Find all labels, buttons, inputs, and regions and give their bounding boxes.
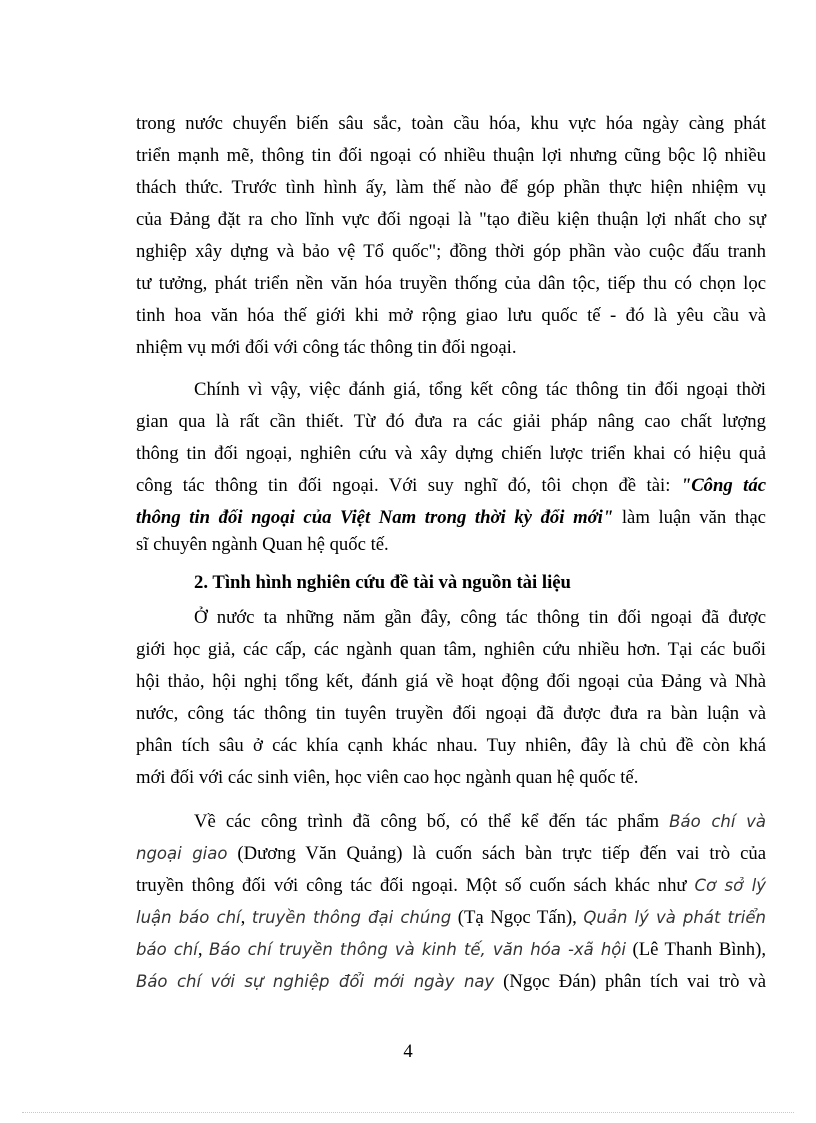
text-line: tư tưởng, phát triển nền văn hóa truyền thống của dân tộc, tiếp thu có chọn lọc	[136, 273, 766, 294]
text-span: (Ngọc Đán) phân tích vai trò và	[494, 971, 766, 992]
text-line: nhiệm vụ mới đối với công tác thông tin đối ngoại.	[136, 337, 517, 358]
text-line: nước, công tác thông tin tuyên truyền đối ngoại đã được đưa ra bàn luận và	[136, 703, 766, 724]
text-line: Ở nước ta những năm gần đây, công tác thông tin đối ngoại đã được	[194, 607, 766, 628]
text-line: mới đối với các sinh viên, học viên cao học ngành quan hệ quốc tế.	[136, 767, 639, 788]
text-line: sĩ chuyên ngành Quan hệ quốc tế.	[136, 534, 389, 555]
page-bottom-divider	[22, 1112, 794, 1113]
text-line: tinh hoa văn hóa thế giới khi mở rộng giao lưu quốc tế - đó là yêu cầu và	[136, 305, 766, 326]
text-line: nghiệp xây dựng và bảo vệ Tổ quốc"; đồng thời góp phần vào cuộc đấu tranh	[136, 241, 766, 262]
text-line: hội thảo, hội nghị tổng kết, đánh giá về hoạt động đối ngoại của Đảng và Nhà	[136, 671, 766, 692]
text-span: ,	[197, 939, 210, 960]
book-title: Cơ sở lý	[694, 876, 766, 895]
text-span: (Tạ Ngọc Tấn),	[451, 907, 584, 928]
text-line	[136, 471, 766, 501]
text-line: phân tích sâu ở các khía cạnh khác nhau. Tuy nhiên, đây là chủ đề còn khá	[136, 735, 766, 756]
book-title: Quản lý và phát triển	[583, 908, 766, 927]
text-line	[136, 967, 766, 997]
text-line	[136, 871, 766, 901]
text-span: (Lê Thanh Bình),	[625, 939, 766, 960]
text-line	[136, 903, 766, 933]
book-title: truyền thông đại chúng	[251, 908, 452, 927]
page-number: 4	[403, 1041, 413, 1062]
thesis-title-text: thông tin đối ngoại của Việt Nam trong thời kỳ đổi mới"	[136, 507, 614, 528]
text-span: công tác thông tin đối ngoại. Với suy nghĩ đó, tôi chọn đề tài:	[136, 475, 681, 496]
book-title: luận báo chí	[136, 908, 241, 927]
text-line	[136, 503, 766, 533]
text-span: truyền thông đối với công tác đối ngoại. Một số cuốn sách khác như	[136, 875, 695, 896]
text-span: làm luận văn thạc	[613, 507, 766, 528]
text-line: gian qua là rất cần thiết. Từ đó đưa ra các giải pháp nâng cao chất lượng	[136, 411, 766, 432]
book-title: ngoại giao	[136, 844, 228, 863]
book-title: Báo chí và	[669, 812, 766, 831]
text-line	[136, 839, 766, 869]
thesis-title-text: "Công tác	[680, 475, 767, 496]
text-line: của Đảng đặt ra cho lĩnh vực đối ngoại là "tạo điều kiện thuận lợi nhất cho sự	[136, 209, 766, 230]
book-title: báo chí	[136, 940, 198, 959]
book-title: Báo chí truyền thông và kinh tế, văn hóa -xã hội	[209, 940, 626, 959]
text-line	[136, 935, 766, 965]
text-line: thách thức. Trước tình hình ấy, làm thế nào để góp phần thực hiện nhiệm vụ	[136, 177, 766, 198]
text-span: ,	[240, 907, 252, 928]
text-line: giới học giả, các cấp, các ngành quan tâm, nghiên cứu nhiều hơn. Tại các buổi	[136, 639, 766, 660]
text-line: triển mạnh mẽ, thông tin đối ngoại có nhiều thuận lợi nhưng cũng bộc lộ nhiều	[136, 145, 766, 166]
text-line	[194, 807, 766, 837]
text-line: thông tin đối ngoại, nghiên cứu và xây dựng chiến lược triển khai có hiệu quả	[136, 443, 766, 464]
section-heading: 2. Tình hình nghiên cứu đề tài và nguồn tài liệu	[194, 572, 571, 593]
text-span: (Dương Văn Quảng) là cuốn sách bàn trực tiếp đến vai trò của	[227, 843, 767, 864]
text-line: Chính vì vậy, việc đánh giá, tổng kết công tác thông tin đối ngoại thời	[194, 379, 766, 400]
book-title: Báo chí với sự nghiệp đổi mới ngày nay	[136, 972, 495, 991]
text-line: trong nước chuyển biến sâu sắc, toàn cầu hóa, khu vực hóa ngày càng phát	[136, 113, 766, 134]
text-span: Về các công trình đã công bố, có thể kể đến tác phẩm	[194, 811, 670, 832]
